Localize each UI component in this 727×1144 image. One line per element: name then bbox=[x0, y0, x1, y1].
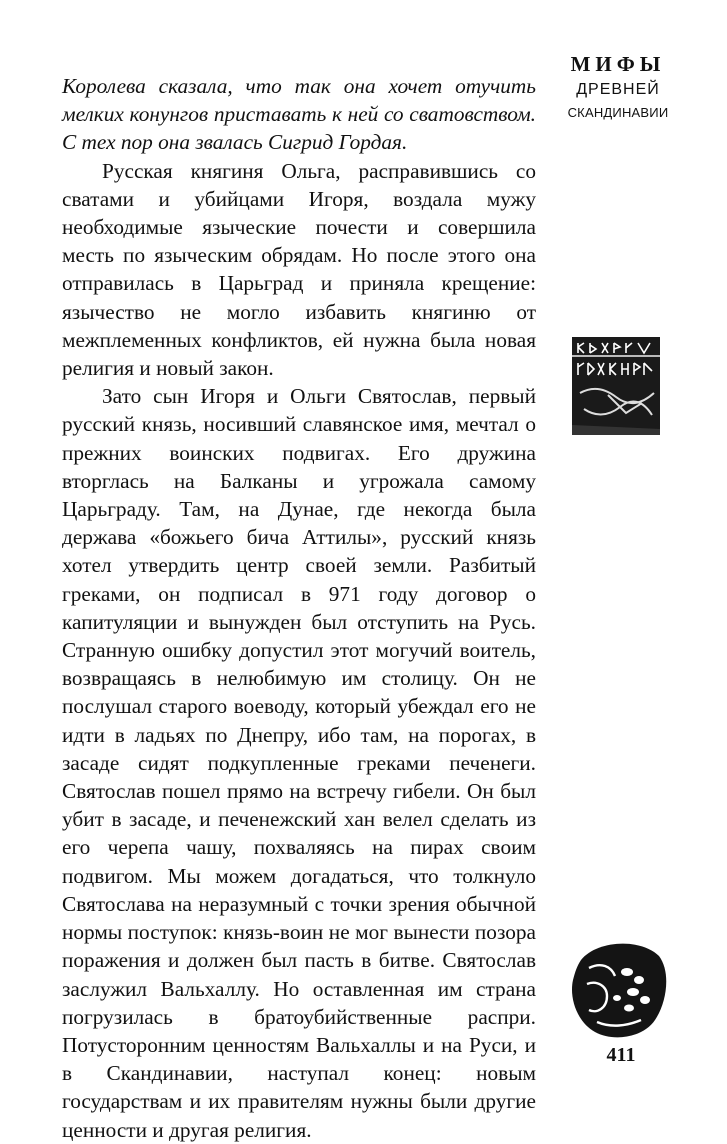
ornament-illustration bbox=[567, 938, 669, 1042]
page-number: 411 bbox=[606, 1044, 636, 1066]
rune-stone-illustration bbox=[568, 333, 664, 439]
paragraph-svyatoslav: Зато сын Игоря и Ольги Святослав, первый русский князь, носивший славянское имя, мечтал о прежних воинских подвигах. Его дружина вторглась на Балканы и угрожала самому Царьграду. Там, на Дунае, где некогда была держава «божьего бича Аттилы», русский князь хотел утвердить центр своей земли. Разбитый греками, он подписал в 971 году договор о капитуляции и вынужден был отступить на Русь. Странную ошибку допустил этот могучий воитель, возвращаясь в нелюбимую им столицу. Он не послушал старого воеводу, который убеждал его не идти в ладьях по Днепру, ибо там, на порогах, в засаде сидят подкупленные греками печенеги. Святослав пошел прямо на встречу гибели. Он был убит в засаде, и печенежский хан велел сделать из его черепа чашу, похваляясь на пирах своим подвигом. Мы можем догадаться, что толкнуло Святослава на неразумный с точки зрения обычной нормы поступок: князь-воин не мог вынести позора поражения и должен был пасть в битве. Святослав заслужил Вальхаллу. Но оставленная им страна погрузилась в братоубийственные распри. Потусторонним ценностям Вальхаллы и на Руси, и в Скандинавии, наступал конец: новым государствам и их правителям нужны были другие ценности и другая религия. bbox=[62, 384, 536, 1142]
running-head-line3: СКАНДИНАВИИ bbox=[567, 105, 669, 120]
running-head bbox=[566, 52, 670, 122]
running-head-line2: ДРЕВНЕЙ bbox=[576, 81, 660, 98]
paragraph-intro-italic: Королева сказала, что так она хочет отучить мелких конунгов приставать к ней со сватовством. С тех пор она звалась Сигрид Гордая. bbox=[62, 74, 536, 155]
running-head-line1: МИФЫ bbox=[570, 52, 666, 76]
paragraph-olga: Русская княгиня Ольга, расправившись со сватами и убийцами Игоря, воздала мужу необходимые языческие почести и совершила месть по языческим обрядам. Но после этого она отправилась в Царьград и приняла крещение: язычество не могло избавить княгиню от межплеменных конфликтов, ей нужна была новая религия и новый закон. bbox=[62, 158, 536, 381]
main-text-column bbox=[62, 72, 536, 1144]
